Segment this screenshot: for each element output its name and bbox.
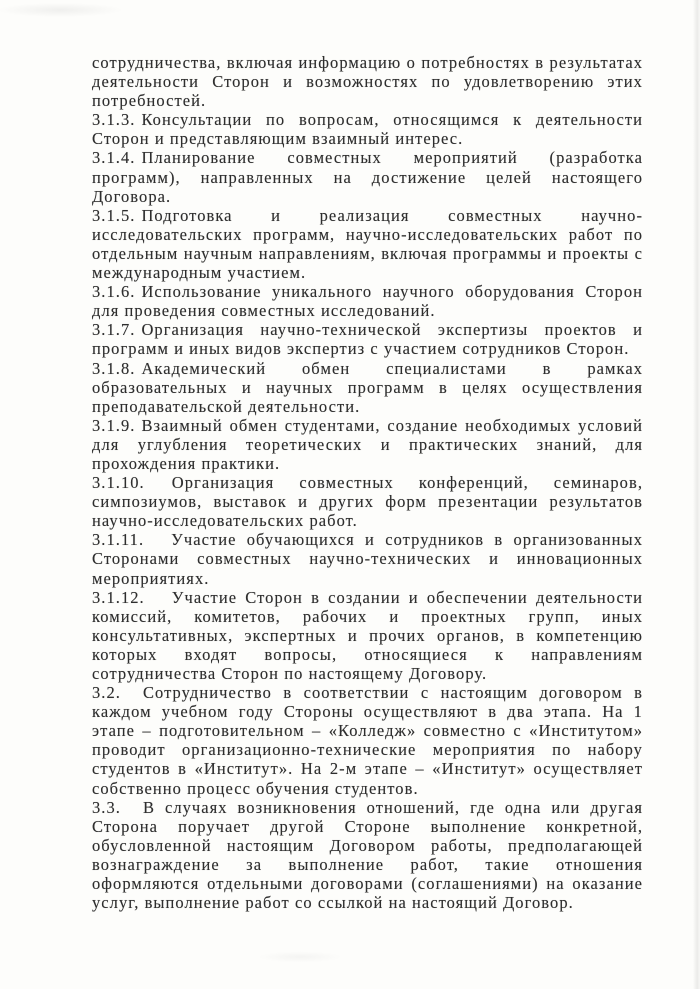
paragraph-continuation	[92, 53, 643, 110]
clause-text: Организация совместных конференций, семинаров, симпозиумов, выставок и других форм презентации результатов научно-исследовательских работ.	[92, 473, 643, 531]
clause-number: 3.1.5.	[92, 205, 136, 225]
clause-3-1-3	[92, 110, 643, 148]
clause-3-1-6	[92, 282, 643, 320]
clause-text: В случаях возникновения отношений, где одна или другая Сторона поручает другой Стороне выполнение конкретной, обусловленной настоящим Договором работы, предполагающей вознаграждение за выполнение работ, такие отношения оформляются отдельными договорами (соглашениями) на оказание услуг, выполнение работ со ссылкой на настоящий Договор.	[92, 797, 643, 913]
clause-3-1-11	[92, 530, 643, 587]
clause-number: 3.1.9.	[92, 415, 136, 435]
clause-text: Участие обучающихся и сотрудников в организованных Сторонами совместных научно-технических и инновационных мероприятиях.	[92, 530, 643, 588]
clause-text: Подготовка и реализация совместных научно-исследовательских программ, научно-исследовательских работ по отдельным научным направлениям, включая программы и проекты с международным участием.	[92, 205, 643, 283]
clause-number: 3.1.12.	[92, 587, 145, 607]
clause-3-1-12	[92, 588, 643, 683]
clause-3-3	[92, 798, 643, 913]
clause-text: Планирование совместных мероприятий (разработка программ), направленных на достижение целей настоящего Договора.	[92, 148, 643, 206]
clause-number: 3.1.7.	[92, 320, 136, 340]
clause-3-1-8	[92, 359, 643, 416]
page-edge-shadow	[693, 0, 700, 989]
clause-3-2	[92, 683, 643, 798]
clause-3-1-7	[92, 320, 643, 358]
paragraph-text: сотрудничества, включая информацию о потребностях в результатах деятельности Сторон и возможностях по удовлетворению этих потребностей.	[92, 53, 643, 111]
clause-3-1-9	[92, 416, 643, 473]
clause-number: 3.1.10.	[92, 473, 145, 493]
clause-3-1-4	[92, 148, 643, 205]
clause-3-1-5	[92, 206, 643, 282]
clause-number: 3.1.4.	[92, 148, 136, 168]
clause-text: Организация научно-технической экспертизы проектов и программ и иных видов экспертиз с участием сотрудников Сторон.	[92, 320, 643, 359]
clause-text: Использование уникального научного оборудования Сторон для проведения совместных исследований.	[92, 282, 643, 321]
clause-number: 3.1.8.	[92, 358, 136, 378]
clause-text: Академический обмен специалистами в рамках образовательных и научных программ в целях осуществления преподавательской деятельности.	[92, 358, 643, 416]
clause-text: Участие Сторон в создании и обеспечении деятельности комиссий, комитетов, рабочих и проектных групп, иных консультативных, экспертных и прочих органов, в компетенцию которых входят вопросы, относящиеся к направлениям сотрудничества Сторон по настоящему Договору.	[92, 587, 643, 683]
clause-3-1-10	[92, 473, 643, 530]
clause-text: Взаимный обмен студентами, создание необходимых условий для углубления теоретических и практических знаний, для прохождения практики.	[92, 415, 643, 473]
clause-number: 3.1.3.	[92, 110, 136, 130]
clause-number: 3.1.6.	[92, 282, 136, 302]
clause-text: Консультации по вопросам, относящимся к деятельности Сторон и представляющим взаимный интерес.	[92, 110, 643, 149]
clause-number: 3.1.11.	[92, 530, 145, 550]
clause-number: 3.3.	[92, 797, 121, 817]
contract-text-block	[92, 53, 643, 912]
clause-number: 3.2.	[92, 683, 121, 703]
clause-text: Сотрудничество в соответствии с настоящим договором в каждом учебном году Стороны осуществляют в два этапа. На 1 этапе – подготовительном – «Колледж» совместно с «Институтом» проводит организационно-технические мероприятия по набору студентов в «Институт». На 2-м этапе – «Институт» осуществляет собственно процесс обучения студентов.	[92, 683, 643, 798]
